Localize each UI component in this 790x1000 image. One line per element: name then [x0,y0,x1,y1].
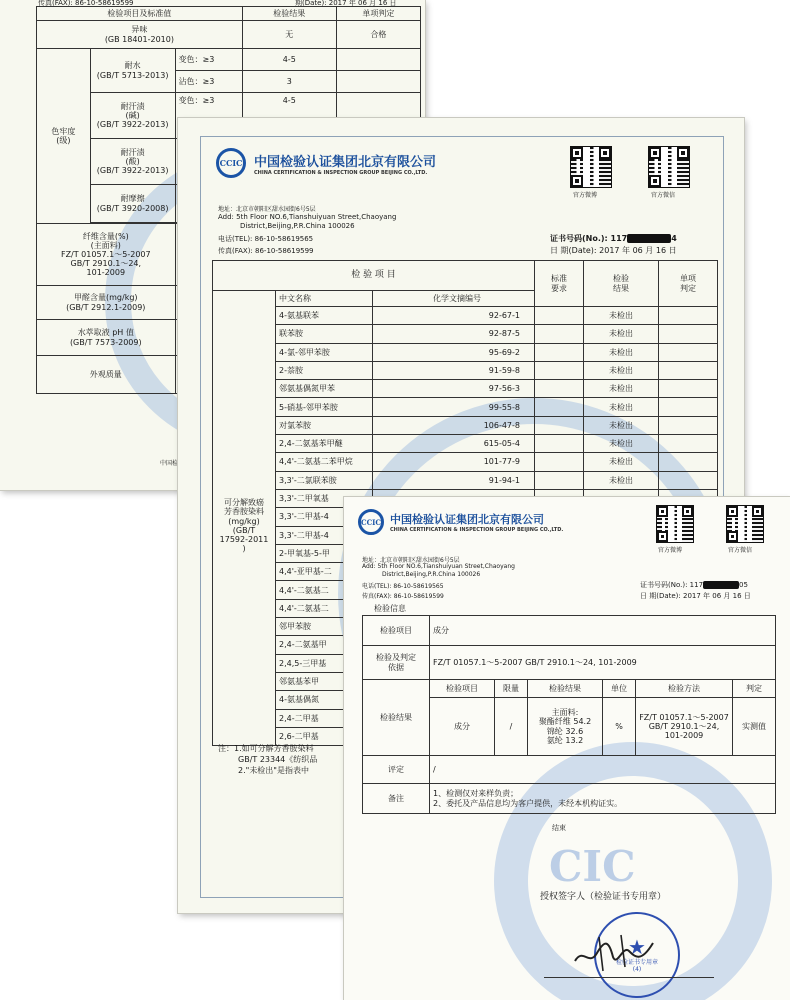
water-stain-value: 3 [242,71,336,93]
result-value: 主面料: 聚酯纤维 54.2 锦纶 32.6 氨纶 13.2 [528,698,603,756]
ccic-logo-icon: CCIC [358,509,384,535]
eval-value: / [430,756,776,784]
amine-result: 未检出 [584,380,659,398]
amine-name: 2-萘胺 [276,361,373,379]
amine-cas: 92-67-1 [373,307,535,325]
remark-label: 备注 [363,784,430,814]
amine-name: 4-氨基联苯 [276,307,373,325]
company-name-en: CHINA CERTIFICATION & INSPECTION GROUP BEIJING CO.,LTD. [390,527,564,533]
header-item: 检 验 项 目 [213,261,535,291]
row-basis-value: FZ/T 01057.1～5-2007 GB/T 2910.1～24, 101-2009 [430,646,776,680]
amine-cas: 95-69-2 [373,343,535,361]
table-row [213,416,718,434]
amine-name: 对氯苯胺 [276,416,373,434]
ccic-logo-icon: CCIC [216,148,246,178]
signature-icon [569,927,659,977]
amine-name: 2-甲氧基-5-甲 [276,544,373,562]
address-cn: 地址：北京市朝阳区甜水园街6号5层 [218,206,316,213]
result-header-method: 检验方法 [636,680,733,698]
sweat-alkali: 耐汗渍 (碱) (GB/T 3922-2013) [90,93,175,139]
note-2: GB/T 23344《纺织品 [238,755,318,764]
amine-name: 4,4'-亚甲基-二 [276,563,373,581]
amine-name: 邻氨基偶氮甲苯 [276,380,373,398]
ph-value: 水萃取液 pH 值 (GB/T 7573-2009) [37,320,176,356]
header-judge: 单项 判定 [659,261,718,307]
amine-name: 联苯胺 [276,325,373,343]
amine-name: 4,4'-二氨基二 [276,581,373,599]
page-footer: 中国检 [160,460,179,467]
company-name-cn: 中国检验认证集团北京有限公司 [390,513,544,526]
table-row [213,325,718,343]
note-3: 2."未检出"是指表中 [238,766,309,775]
amine-name: 3,3'-二氯联苯胺 [276,471,373,489]
result-table [362,615,776,814]
cert-date: 日 期(Date): 2017 年 06 月 16 日 [640,592,751,600]
colorfast-label: 色牢度 (级) [37,49,91,224]
eval-label: 评定 [363,756,430,784]
group-label: 可分解致癌 芳香胺染料 (mg/kg) (GB/T 17592-2011 ) [213,307,276,746]
date-header: 期(Date): 2017 年 06 月 16 日 [295,0,397,7]
water-fade-value: 4-5 [242,49,336,71]
signatory-label: 授权签字人（检验证书专用章） [540,892,667,902]
row-basis-label: 检验及判定 依据 [363,646,430,680]
table-row [213,361,718,379]
result-unit: % [603,698,636,756]
qr-wechat-label: 官方微信 [651,192,676,199]
result-header-item: 检验项目 [430,680,495,698]
row-item-value: 成分 [430,616,776,646]
subheader-cas: 化学文摘编号 [373,291,535,307]
result-method: FZ/T 01057.1～5-2007 GB/T 2910.1～24, 101-2009 [636,698,733,756]
table-row [213,435,718,453]
table-row [213,398,718,416]
result-label: 检验结果 [363,680,430,756]
row-item-label: 检验项目 [363,616,430,646]
cert-date: 日 期(Date): 2017 年 06 月 16 日 [550,246,677,255]
amine-cas: 106-47-8 [373,416,535,434]
odor-result: 无 [242,21,336,49]
tel: 电话(TEL): 86-10-58619565 [362,583,444,590]
company-name-en: CHINA CERTIFICATION & INSPECTION GROUP BEIJING CO.,LTD. [254,169,428,176]
col-header-item: 检验项目及标准值 [37,7,243,21]
amine-name: 4,4'-二氨基二 [276,599,373,617]
result-item: 成分 [430,698,495,756]
address-en-1: Add: 5th Floor NO.6,Tianshuiyuan Street,Chaoyang [362,563,515,570]
qr-weibo-label: 官方微博 [658,547,683,554]
end-marker: 结束 [552,824,566,832]
fax-header: 传真(FAX): 86-10-58619599 [38,0,134,7]
address-cn: 地址：北京市朝阳区甜水园街6号5层 [362,557,460,564]
water-fade: 变色：≥3 [175,49,242,71]
col-header-judge: 单项判定 [336,7,420,21]
amine-result: 未检出 [584,325,659,343]
table-row [213,380,718,398]
odor-judge: 合格 [336,21,420,49]
subheader-cn: 中文名称 [276,291,373,307]
col-header-result: 检验结果 [242,7,336,21]
amine-name: 3,3'-二甲基-4 [276,508,373,526]
amine-cas: 97-56-3 [373,380,535,398]
result-header-limit: 限量 [495,680,528,698]
amine-result: 未检出 [584,343,659,361]
amine-cas: 92-87-5 [373,325,535,343]
note-1: 注：1.如可分解芳香胺染料 [218,744,314,753]
amine-name: 4-氯-邻甲苯胺 [276,343,373,361]
qr-code-weibo-icon[interactable] [570,146,612,188]
qr-weibo-label: 官方微博 [573,192,598,199]
result-judge: 实测值 [733,698,776,756]
address-en-2: District,Beijing,P.R.China 100026 [240,222,355,230]
amine-name: 2,4-二甲基 [276,709,373,727]
amine-name: 2,4-二氨基苯甲醚 [276,435,373,453]
fax: 传真(FAX): 86-10-58619599 [362,593,444,600]
table-row [213,453,718,471]
report-page-3 [344,497,790,1000]
header-result: 检验 结果 [584,261,659,307]
amine-name: 5-硝基-邻甲苯胺 [276,398,373,416]
fiber-content: 纤维含量(%) (主面料) FZ/T 01057.1～5-2007 GB/T 2910.1～24, 101-2009 [37,224,176,286]
amine-result: 未检出 [584,307,659,325]
qr-code-wechat-icon[interactable] [726,505,764,543]
tel: 电话(TEL): 86-10-58619565 [218,235,314,243]
amine-cas: 91-94-1 [373,471,535,489]
result-header-judge: 判定 [733,680,776,698]
address-en-1: Add: 5th Floor NO.6,Tianshuiyuan Street,Chaoyang [218,213,397,221]
alkali-fade: 变色：≥3 [175,93,242,139]
amine-name: 4,4'-二氨基二苯甲烷 [276,453,373,471]
amine-name: 邻氨基苯甲 [276,672,373,690]
qr-wechat-label: 官方微信 [728,547,753,554]
watermark-cic: CIC [549,842,636,891]
signature-line [544,977,714,978]
sweat-acid: 耐汗渍 (酸) (GB/T 3922-2013) [90,139,175,185]
qr-code-weibo-icon[interactable] [656,505,694,543]
amine-result: 未检出 [584,416,659,434]
company-logo [358,509,563,535]
qr-code-wechat-icon[interactable] [648,146,690,188]
odor-label: 异味 (GB 18401-2010) [37,21,243,49]
amine-cas: 91-59-8 [373,361,535,379]
result-limit: / [495,698,528,756]
company-logo [216,148,436,178]
water-stain: 沾色：≥3 [175,71,242,93]
amine-name: 邻甲苯胺 [276,618,373,636]
amine-name: 4-氨基偶氮 [276,691,373,709]
remark-value: 1、检测仅对来样负责； 2、委托及产品信息均为客户提供，未经本机构证实。 [430,784,776,814]
table-row [213,307,718,325]
amine-name: 3,3'-二甲基-4 [276,526,373,544]
address-en-2: District,Beijing,P.R.China 100026 [382,571,481,578]
section-title: 检验信息 [374,604,406,613]
rubbing: 耐摩擦 (GB/T 3920-2008) [90,185,175,223]
amine-cas: 615-05-4 [373,435,535,453]
amine-cas: 101-77-9 [373,453,535,471]
amine-cas: 99-55-8 [373,398,535,416]
cert-number: 证书号码(No.): 117 05 [640,581,748,589]
appearance: 外观质量 [37,356,176,394]
official-seal-icon: ★ 检验证书专用章 (4) [594,912,680,998]
cert-number: 证书号码(No.): 117 4 [550,234,677,243]
amine-result: 未检出 [584,453,659,471]
company-name-cn: 中国检验认证集团北京有限公司 [254,154,437,170]
amine-name: 2,4,5-三甲基 [276,654,373,672]
formaldehyde: 甲醛含量(mg/kg) (GB/T 2912.1-2009) [37,286,176,320]
header-std: 标准 要求 [535,261,584,307]
amine-name: 2,6-二甲基 [276,727,373,745]
result-header-unit: 单位 [603,680,636,698]
water-fastness: 耐水 (GB/T 5713-2013) [90,49,175,93]
fax: 传真(FAX): 86-10-58619599 [218,247,314,255]
amine-result: 未检出 [584,435,659,453]
amine-name: 3,3'-二甲氧基 [276,489,373,507]
amine-name: 2,4-二氨基甲 [276,636,373,654]
amine-result: 未检出 [584,398,659,416]
table-row [213,471,718,489]
result-header-result: 检验结果 [528,680,603,698]
table-row [213,343,718,361]
amine-result: 未检出 [584,471,659,489]
amine-result: 未检出 [584,361,659,379]
alkali-fade-value: 4-5 [242,93,336,139]
